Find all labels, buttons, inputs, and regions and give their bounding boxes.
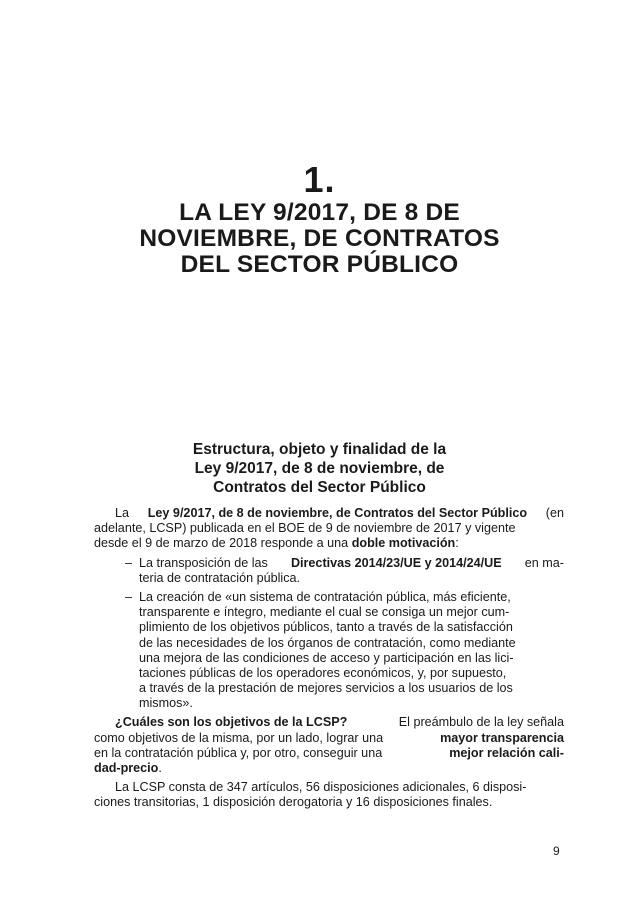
text-run: (en <box>545 506 564 520</box>
bold-run: Ley 9/2017, de 8 de noviembre, de Contratos del Sector Público <box>147 506 528 520</box>
text-run: en la contratación pública y, por otro, conseguir una <box>94 745 383 760</box>
text-run: adelante, LCSP) publicada en el BOE de 9 de noviembre de 2017 y vigente <box>94 521 516 536</box>
bullet-line <box>94 696 564 711</box>
bold-run: Directivas 2014/23/UE y 2014/24/UE <box>290 555 502 570</box>
bold-run: doble motivación <box>351 536 456 551</box>
text-run: plimiento de los objetivos públicos, tanto a través de la satisfacción <box>139 620 513 635</box>
dash-bullet: – <box>125 555 133 570</box>
bullet-line <box>94 620 564 635</box>
bullet-line <box>94 605 564 620</box>
bullet-line <box>94 666 564 681</box>
text-run: en ma- <box>524 555 564 570</box>
text-run: teria de contratación pública. <box>139 570 301 585</box>
paragraph-line <box>94 746 564 761</box>
text-run: La transposición de las <box>139 555 268 570</box>
text-run: La creación de «un sistema de contratación pública, más eficiente, <box>139 589 511 604</box>
text-run: ciones transitorias, 1 disposición derogatoria y 16 disposiciones finales. <box>94 795 493 810</box>
paragraph-line <box>94 506 564 521</box>
bullet-line <box>94 636 564 651</box>
paragraph-line <box>94 731 564 746</box>
text-run: como objetivos de la misma, por un lado, lograr una <box>94 730 384 745</box>
text-run: desde el 9 de marzo de 2018 responde a una <box>94 536 349 551</box>
paragraph-line <box>94 795 564 810</box>
text-run: : <box>455 536 459 551</box>
text-run: La LCSP consta de 347 artículos, 56 disposiciones adicionales, 6 disposi- <box>115 780 527 795</box>
chapter-number: 1. <box>303 159 336 200</box>
bold-run: dad-precio <box>94 761 159 775</box>
paragraph-line <box>94 715 564 730</box>
chapter-title <box>0 200 639 278</box>
section-heading <box>0 440 639 497</box>
text-run: transparente e íntegro, mediante el cual se consiga un mejor cum- <box>139 605 510 620</box>
page-number: 9 <box>553 844 560 858</box>
bold-run: mejor relación cali- <box>449 745 564 760</box>
body-text <box>94 506 564 811</box>
chapter-title-line: DEL SECTOR PÚBLICO <box>180 251 459 278</box>
bullet-line <box>94 590 564 605</box>
text-run: El preámbulo de la ley señala <box>398 715 564 730</box>
paragraph-line <box>94 761 564 776</box>
chapter-title-line: LA LEY 9/2017, DE 8 DE <box>179 199 460 226</box>
paragraph-line <box>94 521 564 536</box>
text-run: . <box>158 761 162 775</box>
bold-run: ¿Cuáles son los objetivos de la LCSP? <box>115 715 348 730</box>
section-heading-line: Estructura, objeto y finalidad de la <box>192 441 447 458</box>
text-run: de las necesidades de los órganos de contratación, como mediante <box>139 635 516 650</box>
bullet-line <box>94 556 564 571</box>
bullet-line <box>94 571 564 586</box>
text-run: a través de la prestación de mejores servicios a los usuarios de los <box>139 681 513 696</box>
section-heading-line: Contratos del Sector Público <box>213 479 426 496</box>
paragraph-line <box>94 780 564 795</box>
bold-run: mayor transparencia <box>440 730 564 745</box>
section-heading-line: Ley 9/2017, de 8 de noviembre, de <box>194 460 445 477</box>
text-run: una mejora de las condiciones de acceso y participación en las lici- <box>139 650 514 665</box>
bullet-line <box>94 651 564 666</box>
text-run: taciones públicas de los operadores económicos, y, por supuesto, <box>139 665 507 680</box>
text-run: mismos». <box>139 696 193 711</box>
text-run: La <box>115 506 130 520</box>
bullet-line <box>94 681 564 696</box>
chapter-title-line: NOVIEMBRE, DE CONTRATOS <box>139 225 500 252</box>
dash-bullet: – <box>125 589 133 604</box>
paragraph-line <box>94 536 564 551</box>
